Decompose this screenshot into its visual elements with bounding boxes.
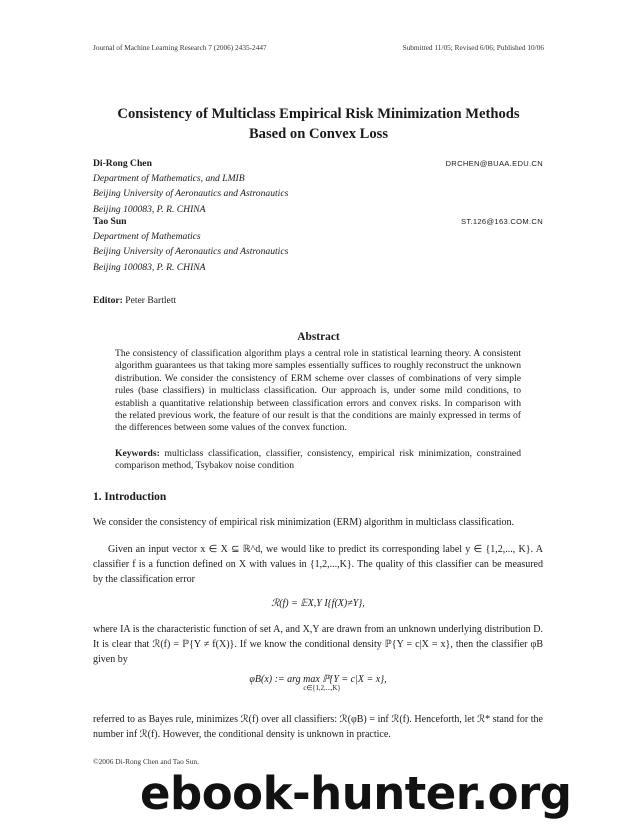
paragraph-1: We consider the consistency of empirical risk minimization (ERM) algorithm in multiclass classification.: [93, 517, 515, 528]
watermark-logo: ebook-hunter.org: [140, 767, 572, 820]
keywords-line: [115, 448, 521, 473]
author-affiliation-univ: Beijing University of Aeronautics and Astronautics: [93, 188, 289, 200]
keywords-label: Keywords:: [115, 448, 160, 459]
submission-dates: Submitted 11/05; Revised 6/06; Published 10/06: [402, 43, 544, 52]
equation-bayes-subscript: c∈{1,2,...,K}: [303, 685, 341, 692]
journal-header: Journal of Machine Learning Research 7 (2006) 2435-2447: [93, 43, 267, 52]
author-affiliation-dept: Department of Mathematics, and LMIB: [93, 173, 245, 185]
abstract-heading: Abstract: [297, 331, 340, 343]
editor-name: Peter Bartlett: [125, 295, 177, 306]
paper-title: [60, 104, 577, 144]
paragraph-4: referred to as Bayes rule, minimizes ℛ(f) over all classifiers: ℛ(φB) = inf ℛ(f). Henceforth, let ℛ* stand for the number inf ℛ(f). However, the conditional density is unknown in practice.: [93, 714, 543, 741]
editor-line: [93, 295, 176, 306]
equation-bayes-main: φB(x) := arg max ℙ{Y = c|X = x},: [249, 674, 387, 685]
section-heading: 1. Introduction: [93, 491, 167, 503]
paragraph-2: Given an input vector x ∈ X ⊆ ℝ^d, we would like to predict its corresponding label y ∈ {1,2,..., K}. A classifier f is a function defined on X with values in {1,2,...,K}. The quality of this classifier can be measured by the classification error: [93, 544, 543, 586]
equation-classification-error: ℛ(f) = 𝔼X,Y I{f(X)≠Y},: [271, 598, 365, 609]
author-email[interactable]: DRCHEN@BUAA.EDU.CN: [445, 159, 543, 168]
title-line-2: Based on Convex Loss: [248, 126, 389, 142]
author-affiliation-univ: Beijing University of Aeronautics and Astronautics: [93, 246, 289, 258]
editor-label: Editor:: [93, 295, 123, 306]
paragraph-3: where IA is the characteristic function of set A, and X,Y are drawn from an unknown underlying distribution D. It is clear that ℛ(f) = ℙ{Y ≠ f(X)}. If we know the conditional density ℙ{Y = c|X = x}, then the classifier φB given by: [93, 624, 543, 666]
author-affiliation-dept: Department of Mathematics: [93, 231, 201, 243]
author-name: Di-Rong Chen: [93, 158, 152, 169]
author-affiliation-addr: Beijing 100083, P. R. CHINA: [93, 203, 206, 215]
abstract-text: The consistency of classification algorithm plays a central role in statistical learning theory. A consistent algorithm guarantees us that taking more samples essentially suffices to roughly reconstruct the unknown distribution. We consider the consistency of ERM scheme over classes of combinations of very simple rules (base classifiers) in multiclass classification. Our approach is, under some mild conditions, to establish a quantitative relationship between classification errors and convex risks. In comparison with the related previous work, the feature of our result is that the conditions are mainly expressed in terms of the differences between some values of the convex function.: [115, 348, 521, 434]
title-line-1: Consistency of Multiclass Empirical Risk Minimization Methods: [117, 106, 520, 122]
copyright-notice: ©2006 Di-Rong Chen and Tao Sun.: [93, 757, 199, 766]
author-name: Tao Sun: [93, 216, 127, 227]
author-affiliation-addr: Beijing 100083, P. R. CHINA: [93, 261, 206, 273]
author-email[interactable]: ST.126@163.COM.CN: [460, 217, 543, 226]
author-block-2: [93, 214, 543, 275]
equation-bayes-rule: [93, 674, 543, 692]
keywords-text: multiclass classification, classifier, consistency, empirical risk minimization, constrained comparison method, Tsybakov noise condition: [115, 448, 521, 472]
author-block-1: [93, 156, 543, 217]
